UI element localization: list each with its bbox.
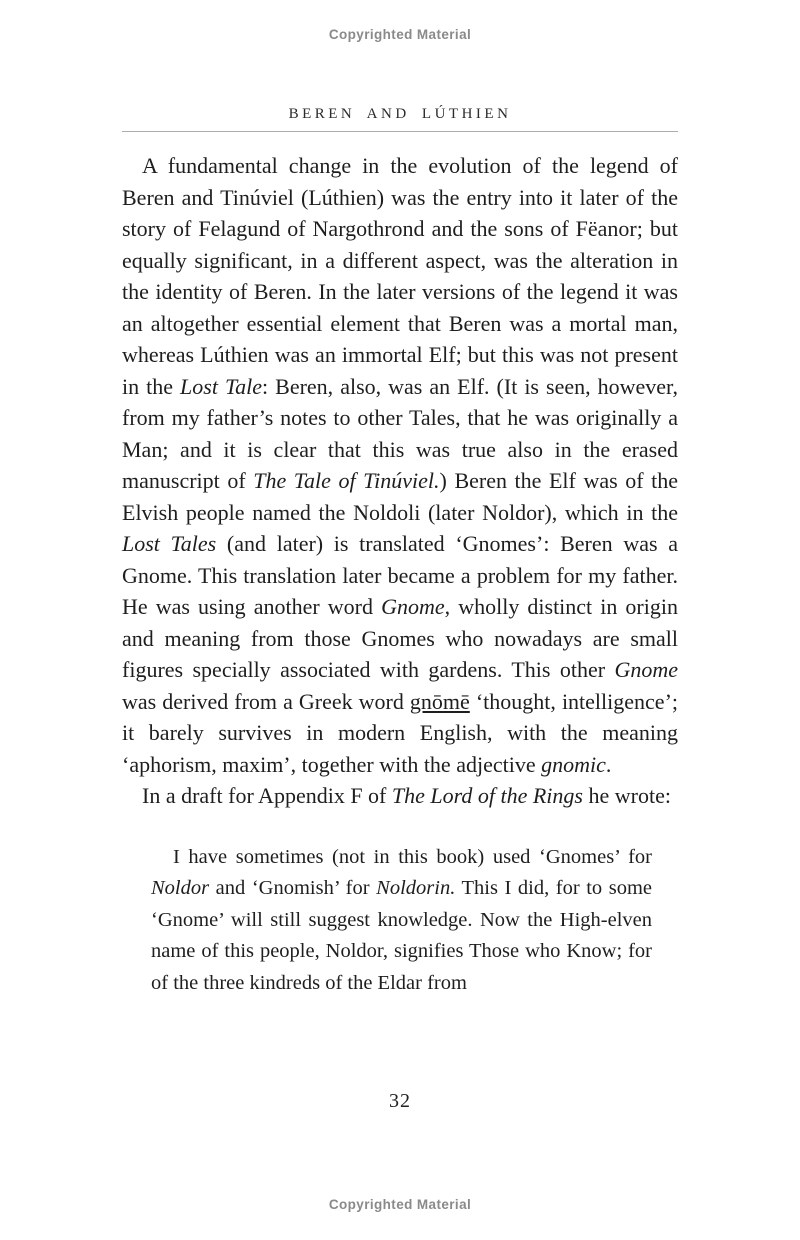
text-run: The Tale of Tinúviel. (253, 468, 440, 493)
text-run: Lost Tales (122, 531, 217, 556)
text-run: Lost Tale (180, 373, 263, 399)
text-run: (and later) is translated ‘Gnomes’: Beren was a Gnome. This translation later became a problem for my father. He was using another word (122, 531, 678, 619)
paragraph-appendix-intro (122, 780, 678, 812)
body-text (122, 150, 678, 999)
text-run: I have sometimes (not in this book) used ‘Gnomes’ for (173, 845, 652, 868)
text-run: he wrote: (582, 783, 671, 808)
page-number: 32 (389, 1090, 411, 1112)
copyright-watermark-top: Copyrighted Material (328, 27, 472, 42)
header-rule (122, 131, 678, 132)
text-run: ) Beren the Elf was of the Elvish people named the Noldoli (later Noldor), which in the (122, 468, 678, 525)
text-run: gnōmē (409, 688, 470, 714)
block-quote-appendix-f (151, 842, 652, 1000)
text-run: , wholly distinct in origin and meaning from those Gnomes who nowadays are small figures specially associated with gardens. This other (122, 594, 678, 682)
text-run: and ‘Gnomish’ for (209, 877, 377, 899)
text-run: Gnome (614, 657, 678, 682)
text-run: This I did, for to some ‘Gnome’ will still suggest knowledge. Now the High-elven name of this people, Noldor, signifies Those who Know; for of the three kindreds of the Eldar from (151, 877, 653, 994)
paragraph-legend-evolution (122, 150, 678, 780)
text-run: gnomic (541, 751, 606, 777)
text-run: was derived from a Greek word (122, 688, 410, 714)
text-run: Gnome (381, 594, 445, 619)
text-run: : Beren, also, was an Elf. (It is seen, however, from my father’s notes to other Tales, that he was originally a Man; and it is clear that this was true also in the erased manuscript of (122, 373, 678, 493)
copyright-watermark-bottom: Copyrighted Material (328, 1197, 472, 1212)
running-header-title: BEREN AND LÚTHIEN (288, 106, 512, 122)
text-run: Noldor (151, 877, 210, 899)
text-run: . (605, 751, 612, 777)
text-run: A fundamental change in the evolution of the legend of Beren and Tinúviel (Lúthien) was the entry into it later of the story of Felagund of Nargothrond and the sons of Fëanor; but equally significant, in a different aspect, was the alteration in the identity of Beren. In the later versions of the legend it was an altogether essential element that Beren was a mortal man, whereas Lúthien was an immortal Elf; but this was not present in the (122, 153, 678, 399)
text-run: In a draft for Appendix F of (142, 783, 392, 808)
text-run: The Lord of the Rings (391, 783, 583, 808)
text-run: ‘thought, intelligence’; it barely survives in modern English, with the meaning ‘aphorism, maxim’, together with the adjective (122, 688, 679, 777)
text-run: Noldorin. (376, 877, 456, 899)
